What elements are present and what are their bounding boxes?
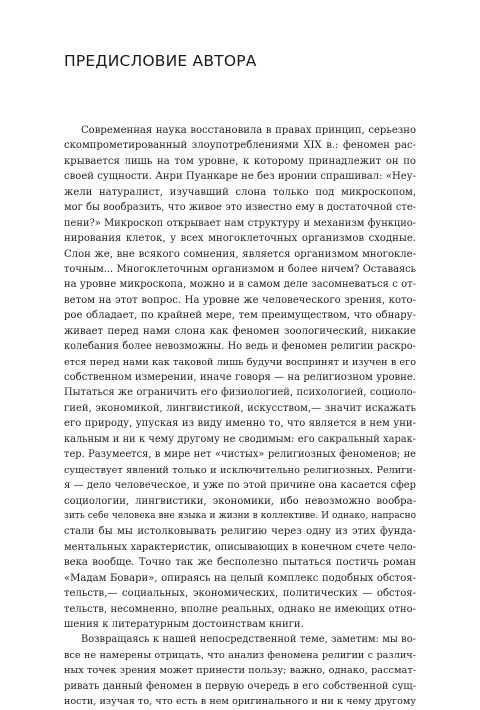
text-line: рое обладает, по крайней мере, тем преимуществом, что обнару- [64,310,416,322]
text-line: все не намерены отрицать, что анализ феномена религии с различ- [64,649,416,661]
text-line: тельств, несомненно, вполне реальных, однако не имеющих отно- [64,603,416,615]
text-line: пени?» Микроскоп открывает нам структуру и механизм функцио- [64,217,416,229]
text-line: живает перед нами слона как феномен зоологический, никакие [64,325,416,337]
text-line: Современная наука восстановила в правах принцип, серьезно [81,125,416,136]
text-line: собственном измерении, иначе говоря — на религиозном уровне. [64,372,416,383]
text-line: стали бы мы истолковывать религию через одну из этих фунда- [64,526,416,538]
text-line: скомпрометированный злоупотреблениями XIX в.: феномен рас- [64,140,416,152]
text-line: Слон же, вне всякого сомнения, является организмом многокле- [64,248,416,260]
text-line: ности, изучая то, что есть в нем оригинального и ни к чему другому [64,696,416,708]
text-line: нирования клеток, у всех многоклеточных организмов сходные. [64,233,416,245]
text-line: ветом на этот вопрос. На уровне же человеческого зрения, кото- [64,294,416,306]
text-line: колебания более невозможны. Но ведь и феномен религии раскро- [64,341,416,353]
text-line: Возвращаясь к нашей непосредственной теме, заметим: мы во- [81,634,416,646]
text-line: тельств,— социальных, экономических, политических — обстоя- [64,588,416,600]
text-line: зить себе человека вне языка и жизни в коллективе. И однако, напрасно [64,510,416,521]
text-line: социологии, лингвистики, экономики, ибо невозможно вообра- [64,495,416,507]
text-line: кальным и ни к чему другому не сводимым: его сакральный харак- [64,433,416,445]
text-line: жели натуралист, изучавший слона только под микроскопом, [64,186,416,198]
text-line: Пытаться же ограничить его физиологией, психологией, социоло- [64,387,416,399]
text-line: крывается лишь на том уровне, к которому принадлежит он по [64,155,416,167]
text-line: на уровне микроскопа, можно и в самом деле засомневаться с от- [64,279,416,291]
text-line: «Мадам Бовари», опираясь на целый комплекс подобных обстоя- [64,572,416,584]
text-line: своей сущности. Анри Пуанкаре не без иронии спрашивал: «Неу- [64,171,416,183]
text-line: его природу, упуская из виду именно то, что является в нем уни- [64,418,416,430]
text-line: века вообще. Точно так же бесполезно пытаться постичь роман [64,557,416,569]
text-line: тер. Разумеется, в мире нет «чистых» религиозных феноменов; не [64,449,416,461]
body-text [64,123,416,710]
text-line: шения к литературным достоинствам книги. [64,619,304,630]
text-line: существует явлений только и исключительно религиозных. Религи- [64,464,416,476]
text-line: точным... Многоклеточным организмом и более ничем? Оставаясь [64,263,416,275]
text-line: гией, экономикой, лингвистикой, искусством,— значит искажать [64,402,416,414]
text-line: мог бы вообразить, что живое это известно ему в достаточной сте- [64,202,416,214]
page-title: ПРЕДИСЛОВИЕ АВТОРА [64,52,257,70]
text-line: ментальных характеристик, описывающих в конечном счете чело- [64,541,416,553]
text-line: ных точек зрения может принести пользу; важно, однако, рассмат- [64,665,416,677]
text-line: я — дело человеческое, и уже по этой причине она касается сфер [64,480,416,492]
text-line: ривать данный феномен в первую очередь в его собственной сущ- [64,680,416,692]
text-line: ется перед нами как таковой лишь будучи воспринят и изучен в его [64,356,416,368]
